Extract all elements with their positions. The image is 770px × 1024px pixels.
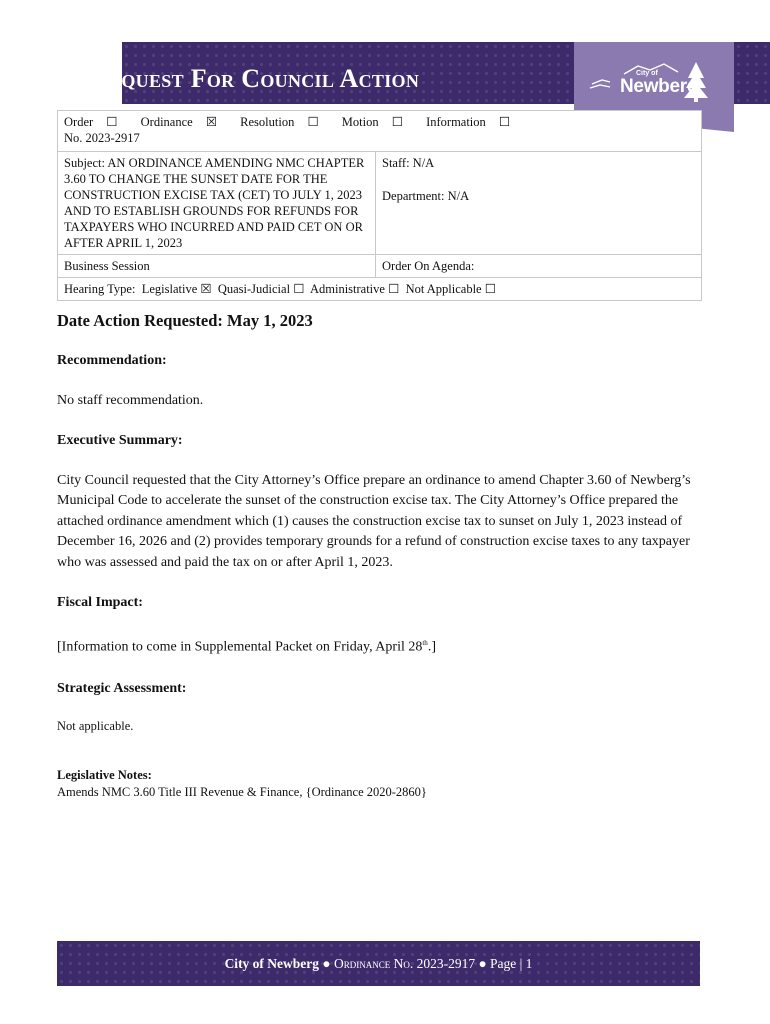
type-order[interactable]: Order ☐ [64,115,118,129]
logo-city-of: City of [636,70,658,77]
footer-bullet: ● [478,956,487,971]
hearing-quasi-judicial[interactable]: Quasi-Judicial ☐ [217,282,305,296]
logo-newberg: Newberg [620,76,699,97]
strategic-heading: Strategic Assessment: [57,681,187,697]
hearing-type-label: Hearing Type: [64,282,136,296]
exec-summary-text: City Council requested that the City Attorney’s Office prepare an ordinance to amend Chapter 3.60 of Newberg’s Municipal Code to accelerate the sunset of the construction excise tax. The City Attorney’s Office prepared the attached ordinance amendment which (1) causes the construction excise tax to sunset on July 1, 2023 instead of December 16, 2026 and (2) provides temporary grounds for a refund of construction excise taxes to any taxpayer who was assessed and paid the tax on or after April 1, 2023. [57,472,691,570]
staff-label: Staff: N/A [382,156,435,170]
type-information[interactable]: Information ☐ [426,115,511,129]
hearing-administrative[interactable]: Administrative ☐ [309,282,400,296]
ordinance-number: No. 2023-2917 [64,131,140,145]
fiscal-impact-text: [Information to come in Supplemental Packet on Friday, April 28th.] [57,639,436,655]
footer-bullet: ● [322,956,331,971]
strategic-text: Not applicable. [57,719,134,734]
legislative-heading: Legislative Notes: [57,768,152,783]
session-cell: Business Session [58,255,376,278]
footer-band [57,941,700,986]
hearing-legislative[interactable]: Legislative ☒ [141,282,212,296]
request-info-table [57,110,702,301]
department-label: Department: N/A [382,189,470,203]
request-type-cell [58,111,702,152]
footer-city: City of Newberg [224,956,320,971]
date-action-requested: Date Action Requested: May 1, 2023 [57,311,313,330]
page-title: Request For Council Action [90,64,420,93]
exec-summary-heading: Executive Summary: [57,432,183,448]
footer-ordinance: Ordinance No. 2023-2917 [333,956,476,971]
order-on-agenda-cell: Order On Agenda: [376,255,702,278]
footer-page-number: Page | 1 [489,956,533,971]
type-ordinance[interactable]: Ordinance ☒ [140,115,218,129]
recommendation-text: No staff recommendation. [57,393,204,408]
subject-cell: Subject: AN ORDINANCE AMENDING NMC CHAPTER 3.60 TO CHANGE THE SUNSET DATE FOR THE CONSTRUCTION EXCISE TAX (CET) TO JULY 1, 2023 AND TO ESTABLISH GROUNDS FOR REFUNDS FOR TAXPAYERS WHO INCURRED AND PAID CET ON OR AFTER APRIL 1, 2023 [58,152,376,255]
type-resolution[interactable]: Resolution ☐ [240,115,319,129]
hearing-type-cell [58,278,702,301]
type-motion[interactable]: Motion ☐ [341,115,403,129]
recommendation-heading: Recommendation: [57,353,167,368]
hearing-not-applicable[interactable]: Not Applicable ☐ [405,282,496,296]
request-type-checks [64,114,695,130]
staff-cell [376,152,702,255]
legislative-text: Amends NMC 3.60 Title III Revenue & Finance, {Ordinance 2020-2860} [57,785,427,800]
newberg-logo [588,58,718,102]
document-body [57,310,707,800]
fiscal-impact-heading: Fiscal Impact: [57,595,143,610]
